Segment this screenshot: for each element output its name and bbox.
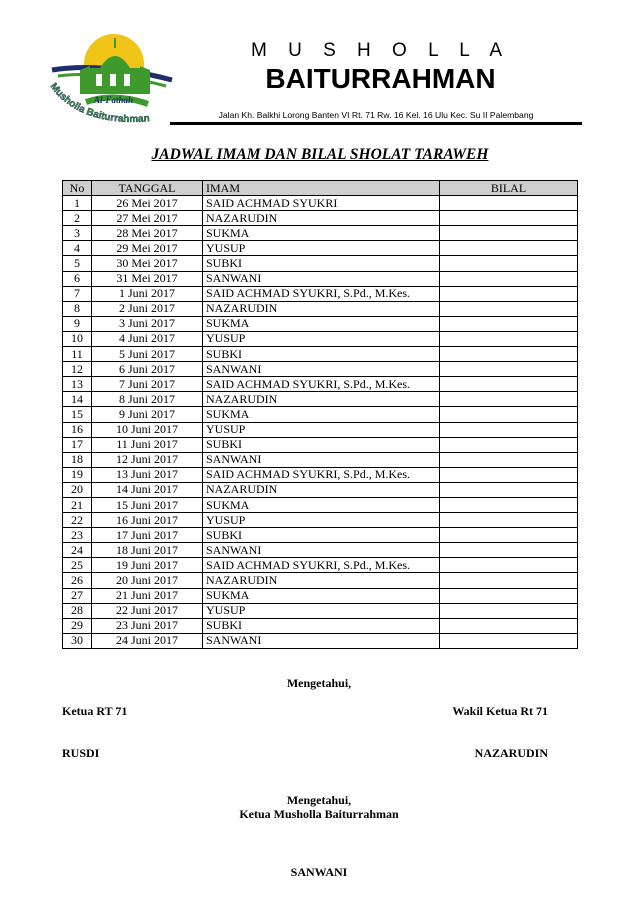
cell-tanggal: 20 Juni 2017 bbox=[92, 573, 203, 588]
ketua-rt-title: Ketua RT 71 bbox=[62, 704, 128, 718]
table-row bbox=[63, 377, 578, 392]
table-row bbox=[63, 437, 578, 452]
cell-bilal bbox=[440, 513, 578, 528]
table-row bbox=[63, 482, 578, 497]
cell-no: 5 bbox=[63, 256, 92, 271]
table-row bbox=[63, 543, 578, 558]
cell-no: 4 bbox=[63, 241, 92, 256]
cell-imam: YUSUP bbox=[203, 513, 440, 528]
table-row bbox=[63, 256, 578, 271]
cell-bilal bbox=[440, 362, 578, 377]
header-bilal: BILAL bbox=[440, 181, 578, 196]
cell-tanggal: 15 Juni 2017 bbox=[92, 497, 203, 512]
cell-no: 17 bbox=[63, 437, 92, 452]
cell-tanggal: 18 Juni 2017 bbox=[92, 543, 203, 558]
acknowledge-label-1: Mengetahui, bbox=[286, 676, 352, 690]
musholla-logo bbox=[44, 30, 180, 128]
cell-imam: SUKMA bbox=[203, 407, 440, 422]
cell-tanggal: 11 Juni 2017 bbox=[92, 437, 203, 452]
cell-bilal bbox=[440, 256, 578, 271]
cell-bilal bbox=[440, 618, 578, 633]
table-row bbox=[63, 467, 578, 482]
cell-imam: SUBKI bbox=[203, 256, 440, 271]
cell-imam: SAID ACHMAD SYUKRI, S.Pd., M.Kes. bbox=[203, 467, 440, 482]
cell-imam: SANWANI bbox=[203, 633, 440, 648]
cell-no: 28 bbox=[63, 603, 92, 618]
cell-no: 15 bbox=[63, 407, 92, 422]
cell-imam: SUKMA bbox=[203, 588, 440, 603]
header-imam: IMAM bbox=[203, 181, 440, 196]
cell-bilal bbox=[440, 241, 578, 256]
cell-imam: SUBKI bbox=[203, 437, 440, 452]
cell-no: 22 bbox=[63, 513, 92, 528]
cell-no: 12 bbox=[63, 362, 92, 377]
table-row bbox=[63, 211, 578, 226]
table-row bbox=[63, 618, 578, 633]
table-row bbox=[63, 513, 578, 528]
cell-tanggal: 23 Juni 2017 bbox=[92, 618, 203, 633]
wakil-ketua-title: Wakil Ketua Rt 71 bbox=[452, 704, 548, 718]
cell-imam: NAZARUDIN bbox=[203, 573, 440, 588]
cell-no: 10 bbox=[63, 331, 92, 346]
cell-imam: NAZARUDIN bbox=[203, 482, 440, 497]
cell-no: 23 bbox=[63, 528, 92, 543]
cell-no: 3 bbox=[63, 226, 92, 241]
cell-no: 16 bbox=[63, 422, 92, 437]
cell-tanggal: 7 Juni 2017 bbox=[92, 377, 203, 392]
cell-bilal bbox=[440, 588, 578, 603]
cell-imam: SAID ACHMAD SYUKRI, S.Pd., M.Kes. bbox=[203, 558, 440, 573]
header-name: BAITURRAHMAN bbox=[265, 63, 496, 94]
cell-tanggal: 13 Juni 2017 bbox=[92, 467, 203, 482]
table-row bbox=[63, 286, 578, 301]
cell-imam: YUSUP bbox=[203, 241, 440, 256]
cell-tanggal: 9 Juni 2017 bbox=[92, 407, 203, 422]
cell-no: 1 bbox=[63, 196, 92, 211]
cell-bilal bbox=[440, 603, 578, 618]
cell-tanggal: 17 Juni 2017 bbox=[92, 528, 203, 543]
cell-tanggal: 28 Mei 2017 bbox=[92, 226, 203, 241]
cell-tanggal: 29 Mei 2017 bbox=[92, 241, 203, 256]
document-title: JADWAL IMAM DAN BILAL SHOLAT TARAWEH bbox=[151, 146, 489, 163]
table-row bbox=[63, 392, 578, 407]
cell-bilal bbox=[440, 347, 578, 362]
table-row bbox=[63, 603, 578, 618]
cell-no: 9 bbox=[63, 316, 92, 331]
cell-tanggal: 3 Juni 2017 bbox=[92, 316, 203, 331]
header-musholla: M U S H O L L A bbox=[250, 40, 511, 61]
cell-no: 19 bbox=[63, 467, 92, 482]
cell-no: 20 bbox=[63, 482, 92, 497]
cell-tanggal: 12 Juni 2017 bbox=[92, 452, 203, 467]
cell-imam: SANWANI bbox=[203, 271, 440, 286]
cell-imam: SUKMA bbox=[203, 497, 440, 512]
header-rule bbox=[170, 122, 582, 125]
cell-bilal bbox=[440, 286, 578, 301]
cell-tanggal: 22 Juni 2017 bbox=[92, 603, 203, 618]
table-row bbox=[63, 558, 578, 573]
cell-imam: NAZARUDIN bbox=[203, 392, 440, 407]
cell-imam: SAID ACHMAD SYUKRI bbox=[203, 196, 440, 211]
cell-no: 8 bbox=[63, 301, 92, 316]
wakil-ketua-name: NAZARUDIN bbox=[474, 746, 548, 760]
cell-bilal bbox=[440, 331, 578, 346]
table-row bbox=[63, 573, 578, 588]
cell-no: 25 bbox=[63, 558, 92, 573]
table-row bbox=[63, 528, 578, 543]
cell-tanggal: 5 Juni 2017 bbox=[92, 347, 203, 362]
table-row bbox=[63, 301, 578, 316]
cell-tanggal: 1 Juni 2017 bbox=[92, 286, 203, 301]
cell-imam: SANWANI bbox=[203, 543, 440, 558]
cell-imam: SUKMA bbox=[203, 316, 440, 331]
cell-tanggal: 14 Juni 2017 bbox=[92, 482, 203, 497]
cell-imam: YUSUP bbox=[203, 603, 440, 618]
cell-bilal bbox=[440, 226, 578, 241]
table-row bbox=[63, 407, 578, 422]
table-row bbox=[63, 633, 578, 648]
table-row bbox=[63, 497, 578, 512]
cell-imam: SANWANI bbox=[203, 362, 440, 377]
cell-imam: SUBKI bbox=[203, 528, 440, 543]
ketua-rt-name: RUSDI bbox=[62, 746, 100, 760]
cell-tanggal: 27 Mei 2017 bbox=[92, 211, 203, 226]
cell-imam: SANWANI bbox=[203, 452, 440, 467]
cell-no: 30 bbox=[63, 633, 92, 648]
cell-no: 29 bbox=[63, 618, 92, 633]
cell-bilal bbox=[440, 452, 578, 467]
cell-bilal bbox=[440, 633, 578, 648]
table-header-row bbox=[63, 181, 578, 196]
cell-tanggal: 4 Juni 2017 bbox=[92, 331, 203, 346]
cell-bilal bbox=[440, 558, 578, 573]
cell-imam: SAID ACHMAD SYUKRI, S.Pd., M.Kes. bbox=[203, 377, 440, 392]
cell-imam: NAZARUDIN bbox=[203, 301, 440, 316]
header-tanggal: TANGGAL bbox=[92, 181, 203, 196]
schedule-table bbox=[62, 180, 578, 649]
table-row bbox=[63, 422, 578, 437]
cell-no: 14 bbox=[63, 392, 92, 407]
cell-no: 2 bbox=[63, 211, 92, 226]
cell-tanggal: 30 Mei 2017 bbox=[92, 256, 203, 271]
cell-tanggal: 21 Juni 2017 bbox=[92, 588, 203, 603]
cell-tanggal: 16 Juni 2017 bbox=[92, 513, 203, 528]
cell-tanggal: 19 Juni 2017 bbox=[92, 558, 203, 573]
cell-bilal bbox=[440, 543, 578, 558]
cell-tanggal: 2 Juni 2017 bbox=[92, 301, 203, 316]
cell-tanggal: 31 Mei 2017 bbox=[92, 271, 203, 286]
cell-no: 13 bbox=[63, 377, 92, 392]
acknowledge-label-2: Mengetahui, bbox=[286, 793, 352, 807]
cell-no: 21 bbox=[63, 497, 92, 512]
cell-imam: YUSUP bbox=[203, 331, 440, 346]
cell-no: 6 bbox=[63, 271, 92, 286]
table-row bbox=[63, 226, 578, 241]
ketua-musholla-name: SANWANI bbox=[290, 865, 348, 879]
cell-tanggal: 10 Juni 2017 bbox=[92, 422, 203, 437]
cell-imam: SUBKI bbox=[203, 618, 440, 633]
cell-no: 11 bbox=[63, 347, 92, 362]
logo-arc-text: Musholla Baiturrahman bbox=[47, 81, 151, 126]
cell-no: 26 bbox=[63, 573, 92, 588]
table-row bbox=[63, 362, 578, 377]
table-row bbox=[63, 588, 578, 603]
table-row bbox=[63, 331, 578, 346]
table-row bbox=[63, 347, 578, 362]
header-no: No bbox=[63, 181, 92, 196]
cell-bilal bbox=[440, 301, 578, 316]
cell-imam: SUBKI bbox=[203, 347, 440, 362]
cell-bilal bbox=[440, 271, 578, 286]
cell-no: 27 bbox=[63, 588, 92, 603]
cell-imam: SAID ACHMAD SYUKRI, S.Pd., M.Kes. bbox=[203, 286, 440, 301]
table-row bbox=[63, 452, 578, 467]
cell-imam: YUSUP bbox=[203, 422, 440, 437]
header-address: Jalan Kh. Balkhi Lorong Banten VI Rt. 71 Rw. 16 Kel. 16 Ulu Kec. Su II Palembang bbox=[218, 110, 534, 120]
table-row bbox=[63, 271, 578, 286]
cell-no: 18 bbox=[63, 452, 92, 467]
cell-bilal bbox=[440, 316, 578, 331]
cell-bilal bbox=[440, 422, 578, 437]
cell-imam: NAZARUDIN bbox=[203, 211, 440, 226]
cell-bilal bbox=[440, 211, 578, 226]
cell-bilal bbox=[440, 573, 578, 588]
cell-no: 7 bbox=[63, 286, 92, 301]
cell-bilal bbox=[440, 437, 578, 452]
cell-bilal bbox=[440, 528, 578, 543]
table-row bbox=[63, 196, 578, 211]
cell-bilal bbox=[440, 482, 578, 497]
cell-imam: SUKMA bbox=[203, 226, 440, 241]
table-row bbox=[63, 241, 578, 256]
cell-no: 24 bbox=[63, 543, 92, 558]
cell-bilal bbox=[440, 407, 578, 422]
cell-bilal bbox=[440, 196, 578, 211]
cell-tanggal: 6 Juni 2017 bbox=[92, 362, 203, 377]
cell-bilal bbox=[440, 392, 578, 407]
cell-bilal bbox=[440, 497, 578, 512]
cell-bilal bbox=[440, 377, 578, 392]
cell-tanggal: 8 Juni 2017 bbox=[92, 392, 203, 407]
ketua-musholla-title: Ketua Musholla Baiturrahman bbox=[239, 807, 399, 821]
cell-tanggal: 26 Mei 2017 bbox=[92, 196, 203, 211]
table-row bbox=[63, 316, 578, 331]
logo-top-text: Al-Fathah bbox=[94, 95, 134, 105]
cell-tanggal: 24 Juni 2017 bbox=[92, 633, 203, 648]
cell-bilal bbox=[440, 467, 578, 482]
